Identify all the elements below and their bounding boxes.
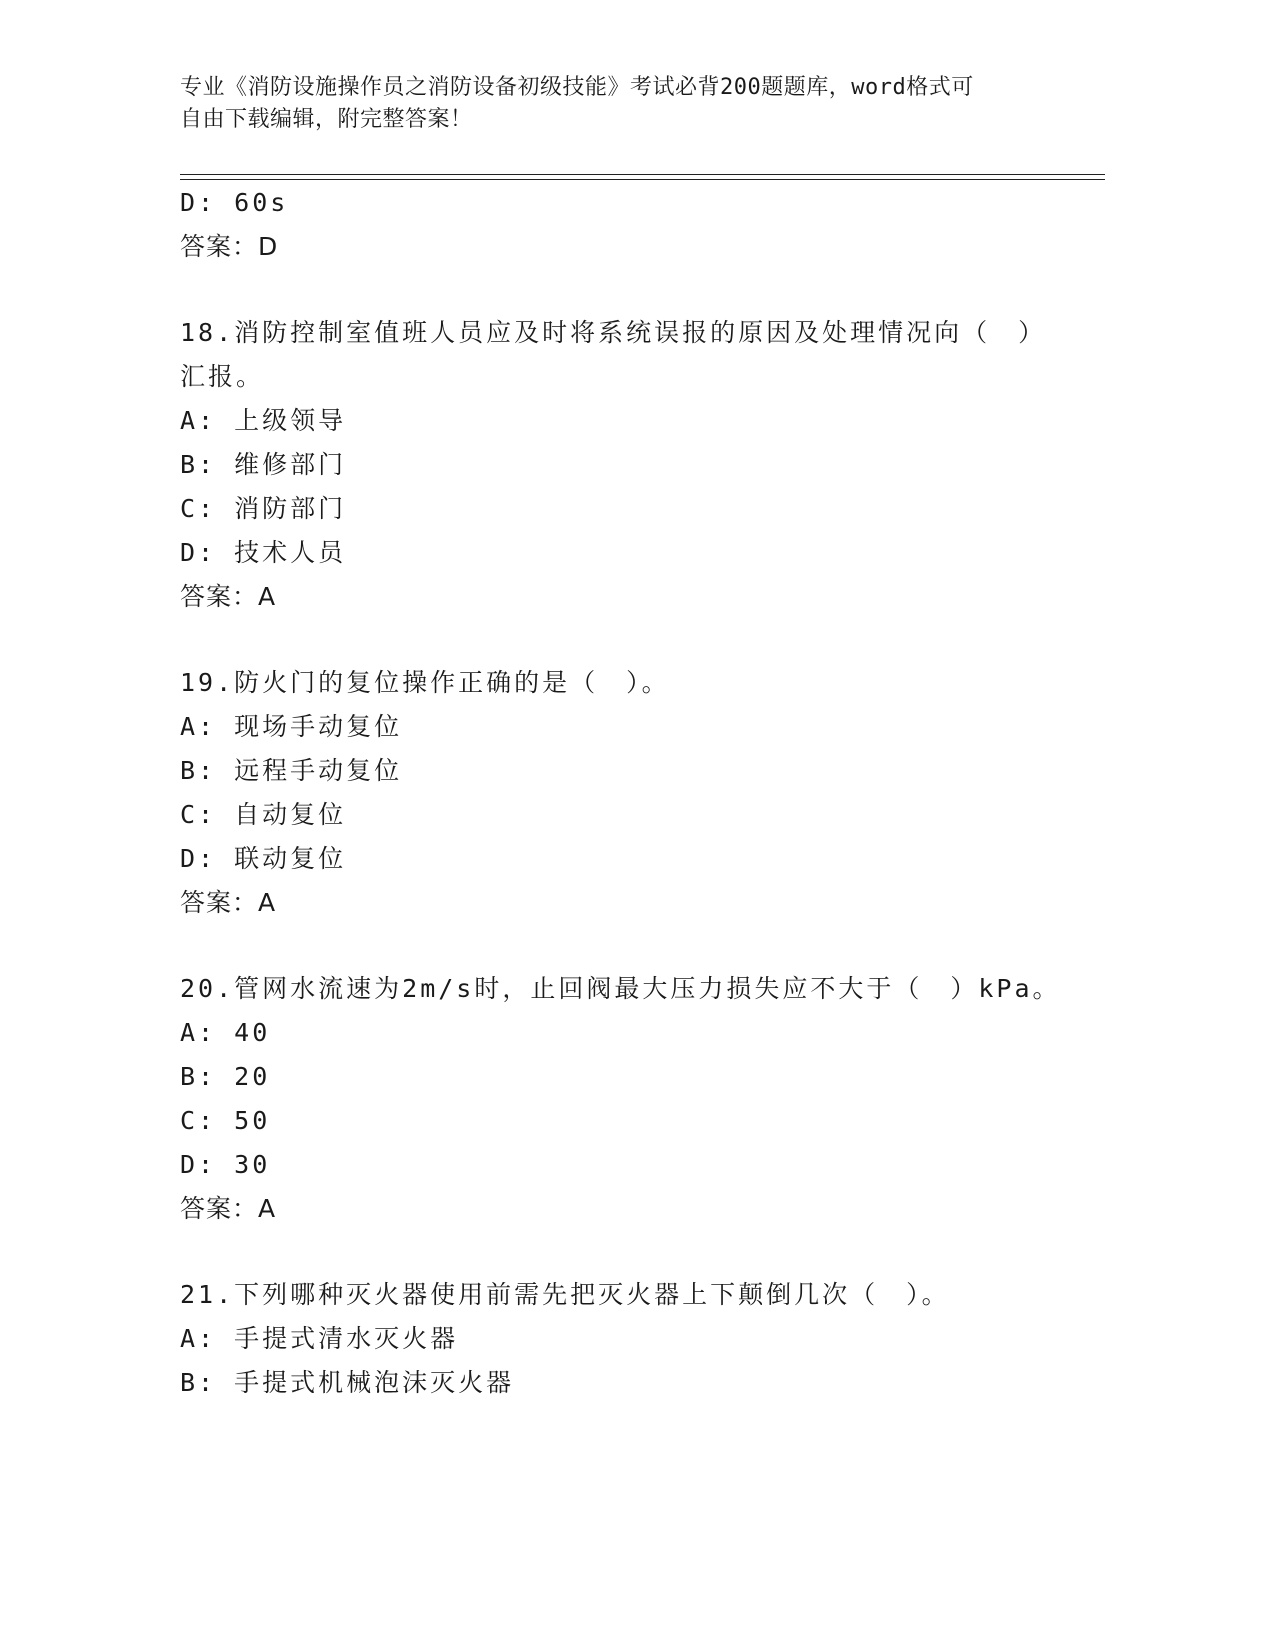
answer-line: 答案：A — [180, 888, 277, 917]
option-a: A: 手提式清水灭火器 — [180, 1324, 459, 1353]
question-text: 18.消防控制室值班人员应及时将系统误报的原因及处理情况向（ ） — [180, 318, 1047, 347]
question-text: 21.下列哪种灭火器使用前需先把灭火器上下颠倒几次（ ）。 — [180, 1280, 950, 1309]
spacer — [180, 1231, 1100, 1273]
option-b: B: 远程手动复位 — [180, 756, 403, 785]
header-line-1: 专业《消防设施操作员之消防设备初级技能》考试必背200题题库，word格式可 — [180, 75, 974, 100]
option-a: A: 上级领导 — [180, 406, 347, 435]
spacer — [180, 619, 1100, 661]
option-b: B: 20 — [180, 1062, 271, 1091]
header-divider-bottom — [180, 179, 1105, 180]
option-d: D: 30 — [180, 1150, 271, 1179]
option-d: D: 60s — [180, 188, 289, 217]
option-c: C: 50 — [180, 1106, 271, 1135]
option-b: B: 手提式机械泡沫灭火器 — [180, 1368, 515, 1397]
question-list — [180, 181, 1100, 1405]
option-d: D: 联动复位 — [180, 844, 347, 873]
option-d: D: 技术人员 — [180, 538, 347, 567]
option-b: B: 维修部门 — [180, 450, 347, 479]
question-20 — [180, 967, 1100, 1231]
answer-line: 答案：A — [180, 1194, 277, 1223]
question-text: 20.管网水流速为2m/s时，止回阀最大压力损失应不大于（ ）kPa。 — [180, 974, 1061, 1003]
header-divider-top — [180, 174, 1105, 175]
answer-line: 答案：A — [180, 582, 277, 611]
answer-line: 答案：D — [180, 232, 279, 261]
spacer — [180, 269, 1100, 311]
header-line-2: 自由下载编辑，附完整答案！ — [180, 107, 473, 132]
option-c: C: 消防部门 — [180, 494, 347, 523]
spacer — [180, 925, 1100, 967]
option-a: A: 40 — [180, 1018, 271, 1047]
option-c: C: 自动复位 — [180, 800, 347, 829]
question-19 — [180, 661, 1100, 925]
question-text: 19.防火门的复位操作正确的是（ ）。 — [180, 668, 670, 697]
question-17-tail — [180, 181, 1100, 269]
option-a: A: 现场手动复位 — [180, 712, 403, 741]
question-21 — [180, 1273, 1100, 1405]
question-text-continued: 汇报。 — [180, 362, 265, 391]
document-header — [180, 72, 1060, 136]
question-18 — [180, 311, 1100, 619]
